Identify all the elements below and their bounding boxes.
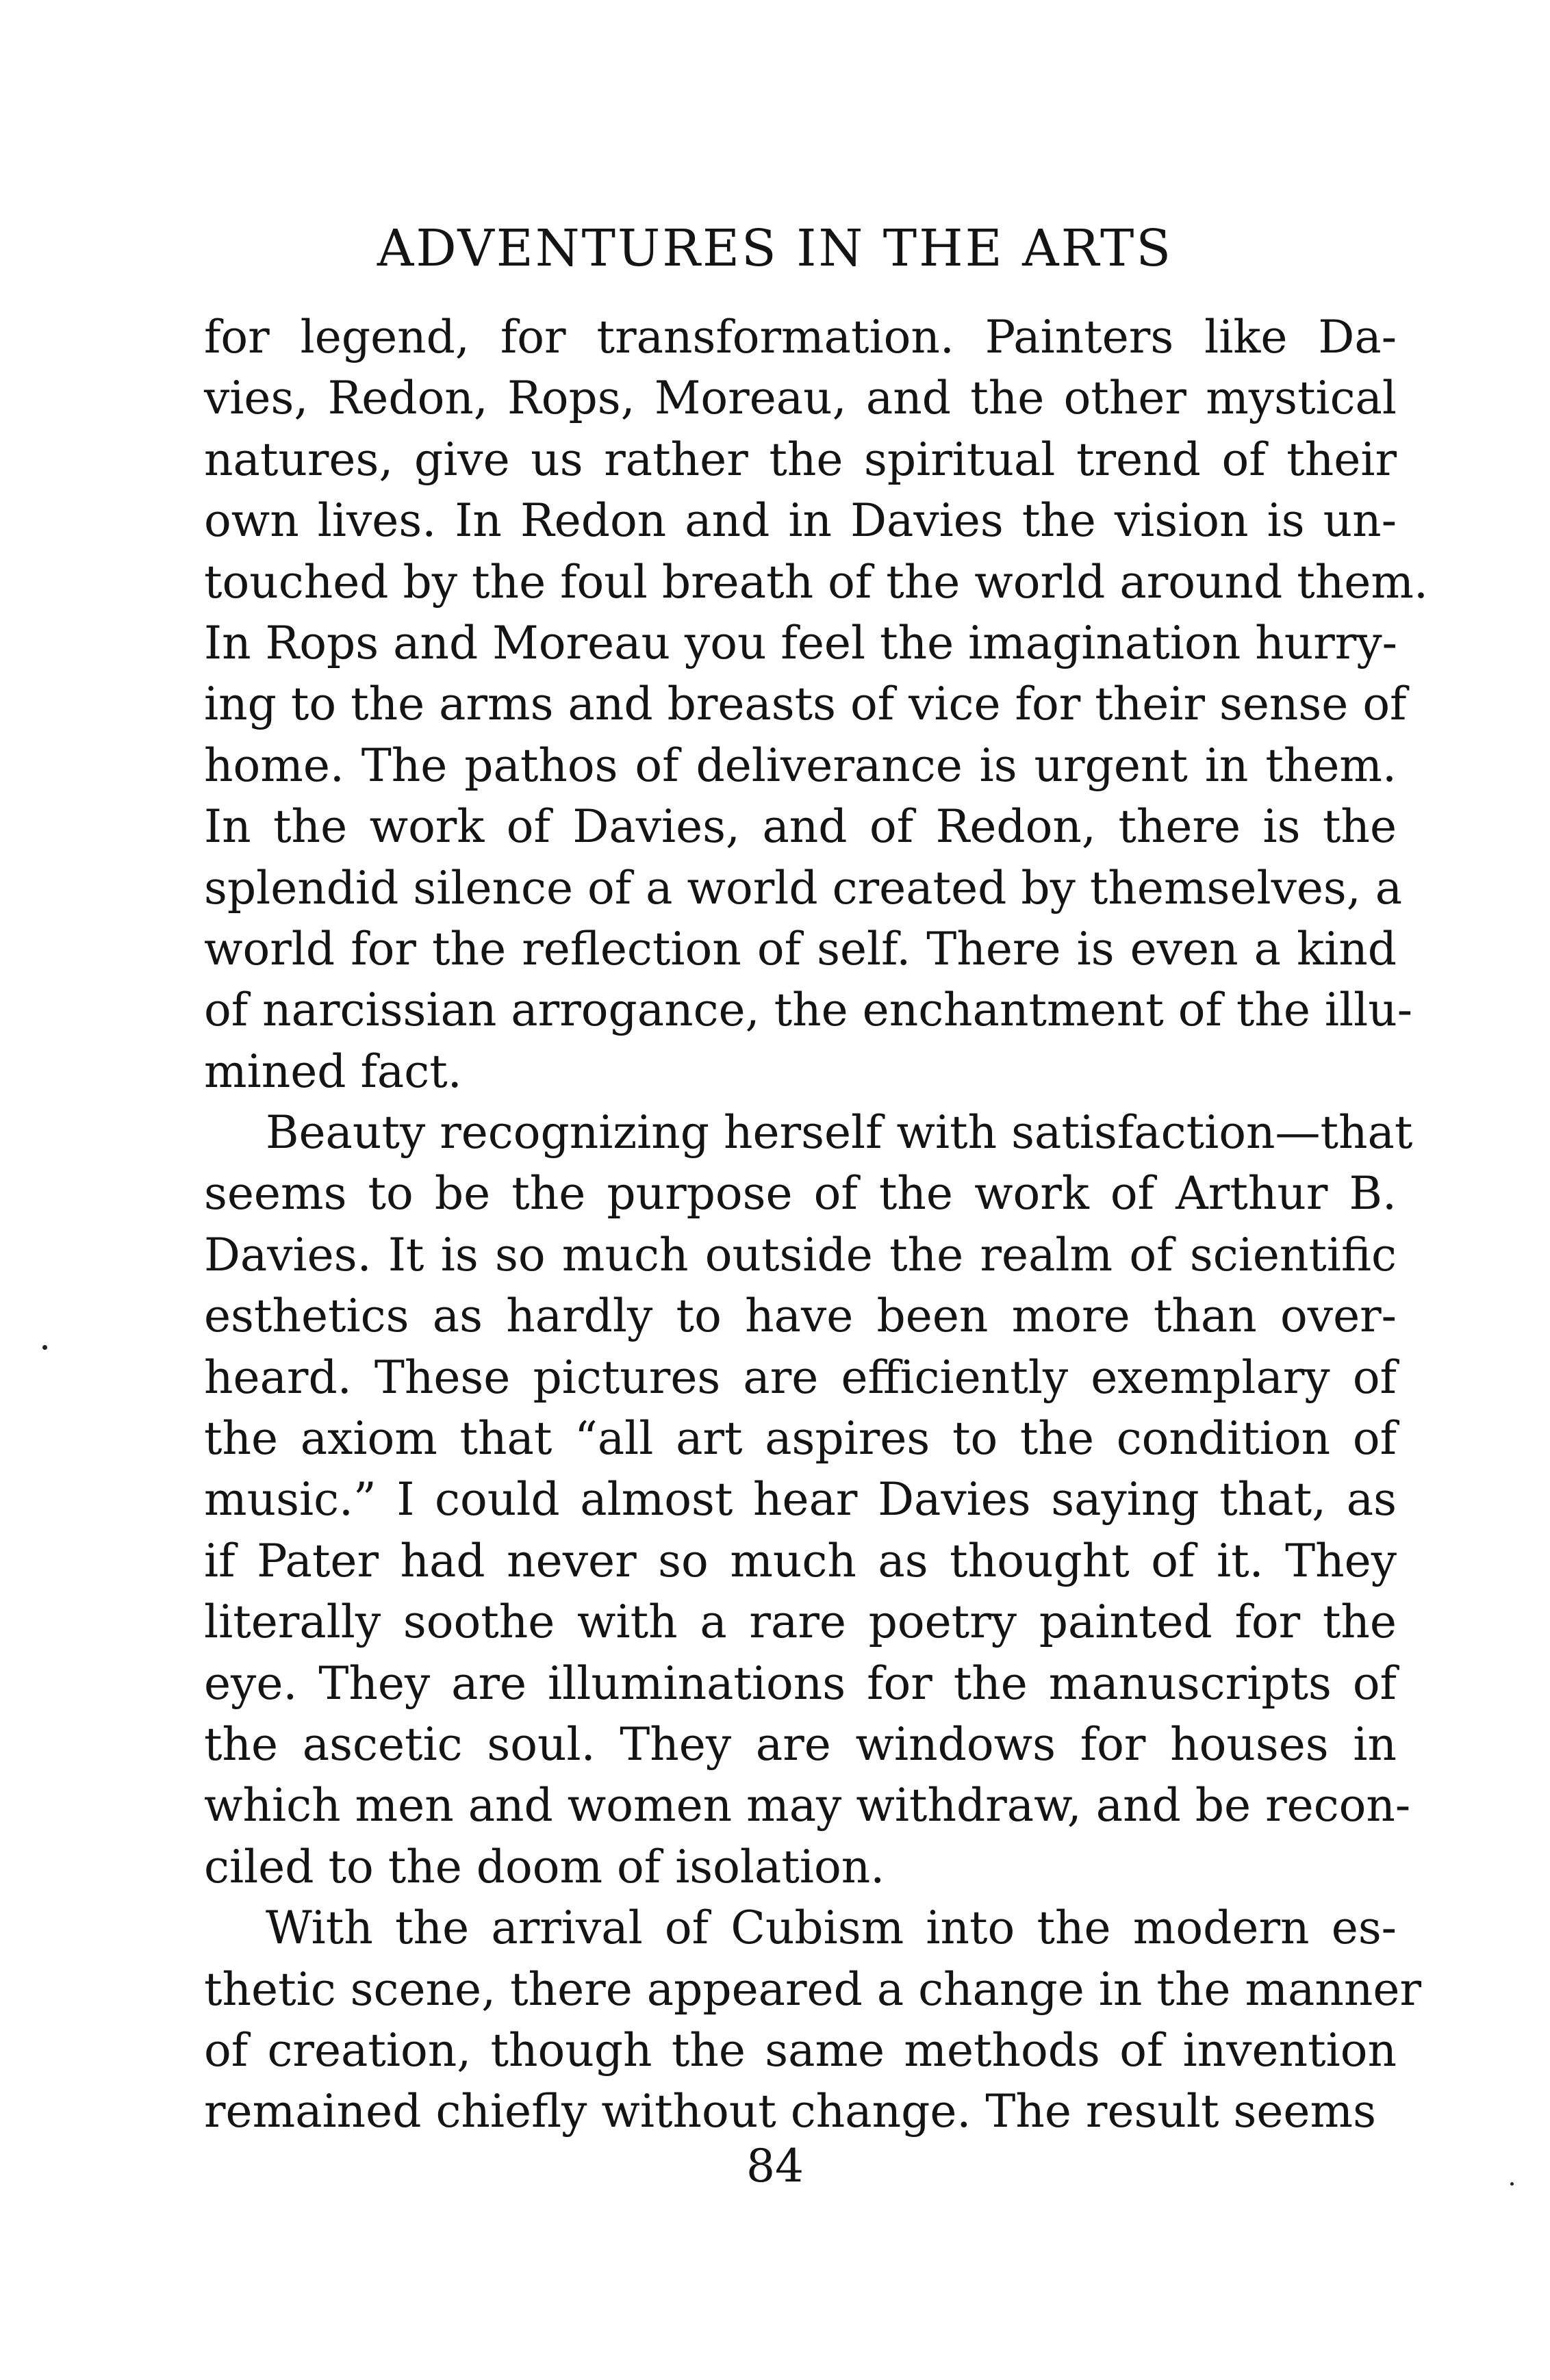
text-line: thetic scene, there appeared a change in the manner xyxy=(204,1962,1422,2016)
text-line: own lives. In Redon and in Davies the vision is un- xyxy=(204,494,1397,548)
text-line: home. The pathos of deliverance is urgent in them. xyxy=(204,739,1397,792)
text-line: of narcissian arrogance, the enchantment of the illu- xyxy=(204,984,1413,1037)
text-line: natures, give us rather the spiritual trend of their xyxy=(204,433,1397,486)
print-speck xyxy=(1510,2182,1514,2186)
paragraph xyxy=(204,1102,1413,1897)
text-line: of creation, though the same methods of invention xyxy=(204,2023,1397,2077)
text-line: the axiom that “all art aspires to the condition of xyxy=(204,1412,1397,1466)
text-line: if Pater had never so much as thought of it. They xyxy=(204,1534,1397,1587)
text-line: ing to the arms and breasts of vice for their sense of xyxy=(204,678,1407,731)
text-line: world for the reflection of self. There is even a kind xyxy=(204,922,1397,975)
text-line: music.” I could almost hear Davies saying that, as xyxy=(204,1473,1397,1526)
text-line: With the arrival of Cubism into the modern es- xyxy=(266,1902,1397,1955)
text-line: mined fact. xyxy=(204,1045,462,1098)
page-number: 84 xyxy=(746,2140,804,2192)
text-line: the ascetic soul. They are windows for houses in xyxy=(204,1717,1397,1771)
text-line: for legend, for transformation. Painters like Da- xyxy=(204,311,1397,363)
text-line: eye. They are illuminations for the manuscripts of xyxy=(204,1656,1397,1710)
text-line: touched by the foul breath of the world around them. xyxy=(204,555,1428,609)
text-line: literally soothe with a rare poetry painted for the xyxy=(204,1596,1397,1649)
text-line: seems to be the purpose of the work of Arthur B. xyxy=(204,1167,1397,1220)
text-line: esthetics as hardly to have been more than over- xyxy=(204,1290,1397,1343)
text-line: remained chiefly without change. The result seems xyxy=(204,2085,1376,2138)
paragraph xyxy=(204,307,1428,1102)
text-line: splendid silence of a world created by themselves, a xyxy=(204,861,1403,914)
text-line: In the work of Davies, and of Redon, there is the xyxy=(204,800,1397,854)
text-line: heard. These pictures are efficiently exemplary of xyxy=(204,1351,1397,1404)
print-speck xyxy=(42,1345,47,1350)
body-text xyxy=(204,307,1428,2142)
text-line: In Rops and Moreau you feel the imagination hurry- xyxy=(204,616,1397,669)
text-line: Beauty recognizing herself with satisfaction—that xyxy=(266,1106,1413,1160)
text-line: Davies. It is so much outside the realm of scientific xyxy=(204,1228,1397,1281)
text-line: ciled to the doom of isolation. xyxy=(204,1840,885,1893)
text-line: which men and women may withdraw, and be recon- xyxy=(204,1779,1411,1832)
text-line: vies, Redon, Rops, Moreau, and the other mystical xyxy=(204,372,1397,425)
paragraph xyxy=(204,1897,1422,2142)
running-head: ADVENTURES IN THE ARTS xyxy=(377,219,1173,278)
